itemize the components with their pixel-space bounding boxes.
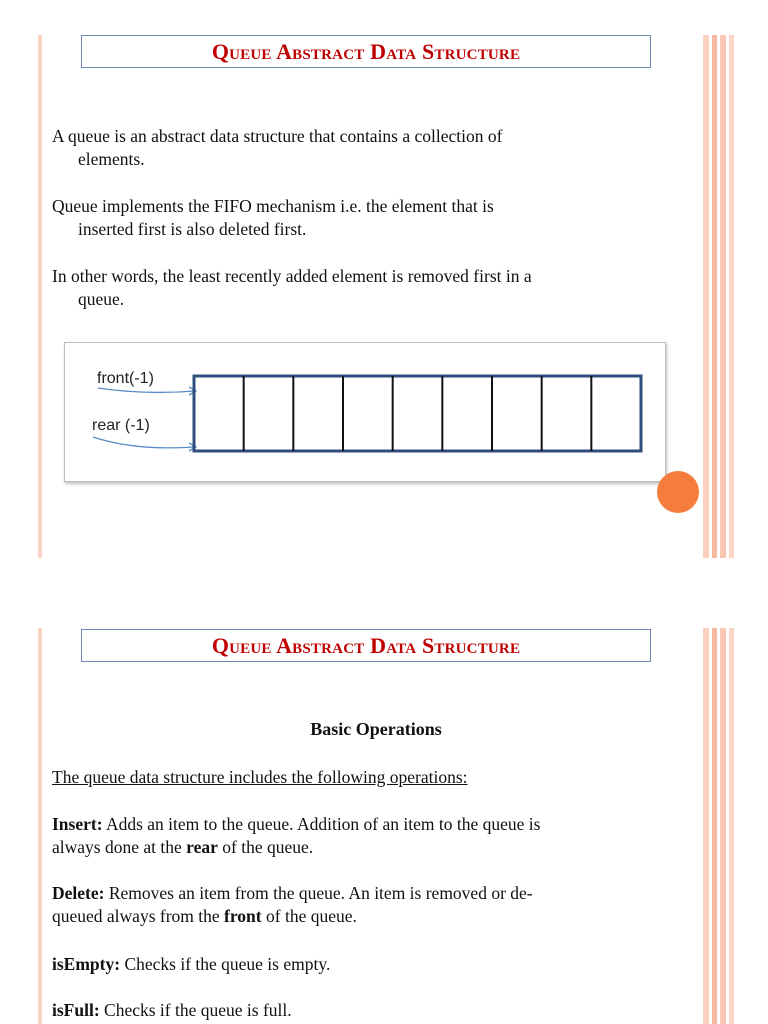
front-arrow — [98, 388, 195, 392]
insert-text2: always done at the — [52, 837, 187, 857]
right-decor-stripes-bottom — [703, 628, 734, 1024]
rear-arrow — [93, 437, 195, 448]
isempty-text: Checks if the queue is empty. — [120, 954, 331, 974]
delete-text2: queued always from the — [52, 906, 225, 926]
queue-diagram — [64, 342, 666, 482]
orange-circle-decor — [657, 471, 699, 513]
delete-text1: Removes an item from the queue. An item is removed or de- — [104, 883, 533, 903]
basic-operations-heading: Basic Operations — [310, 719, 442, 739]
op-delete — [52, 882, 702, 928]
slide2-title: Queue Abstract Data Structure — [81, 629, 651, 662]
isempty-term: isEmpty: — [52, 954, 121, 974]
op-insert — [52, 813, 702, 859]
paragraph-3-line2: queue. — [78, 289, 125, 309]
op-isempty — [52, 953, 702, 976]
left-decor-stripe-top — [38, 35, 42, 558]
slide1-paragraph-3 — [52, 265, 700, 311]
insert-bold: rear — [186, 837, 218, 857]
front-label: front(-1) — [97, 370, 154, 387]
slide1-paragraph-2 — [52, 195, 700, 241]
isfull-text: Checks if the queue is full. — [99, 1000, 292, 1020]
insert-term: Insert: — [52, 814, 103, 834]
isfull-term: isFull: — [52, 1000, 100, 1020]
delete-text3: of the queue. — [261, 906, 357, 926]
op-isfull — [52, 999, 702, 1022]
left-decor-stripe-bottom — [38, 628, 42, 1024]
paragraph-1-line1: A queue is an abstract data structure that contains a collection of — [52, 126, 503, 146]
slide1-paragraph-1 — [52, 125, 700, 171]
delete-bold: front — [224, 906, 262, 926]
paragraph-2-line2: inserted first is also deleted first. — [78, 219, 307, 239]
queue-array-graphic — [65, 343, 665, 481]
insert-text1: Adds an item to the queue. Addition of an item to the queue is — [102, 814, 541, 834]
queue-array — [194, 376, 641, 451]
paragraph-1-line2: elements. — [78, 149, 145, 169]
operations-intro: The queue data structure includes the following operations: — [52, 767, 468, 787]
insert-text3: of the queue. — [217, 837, 314, 857]
right-decor-stripes-top — [703, 35, 734, 558]
rear-label: rear (-1) — [92, 417, 150, 434]
delete-term: Delete: — [52, 883, 105, 903]
paragraph-2-line1: Queue implements the FIFO mechanism i.e. the element that is — [52, 196, 494, 216]
paragraph-3-line1: In other words, the least recently added element is removed first in a — [52, 266, 532, 286]
slide1-title: Queue Abstract Data Structure — [81, 35, 651, 68]
